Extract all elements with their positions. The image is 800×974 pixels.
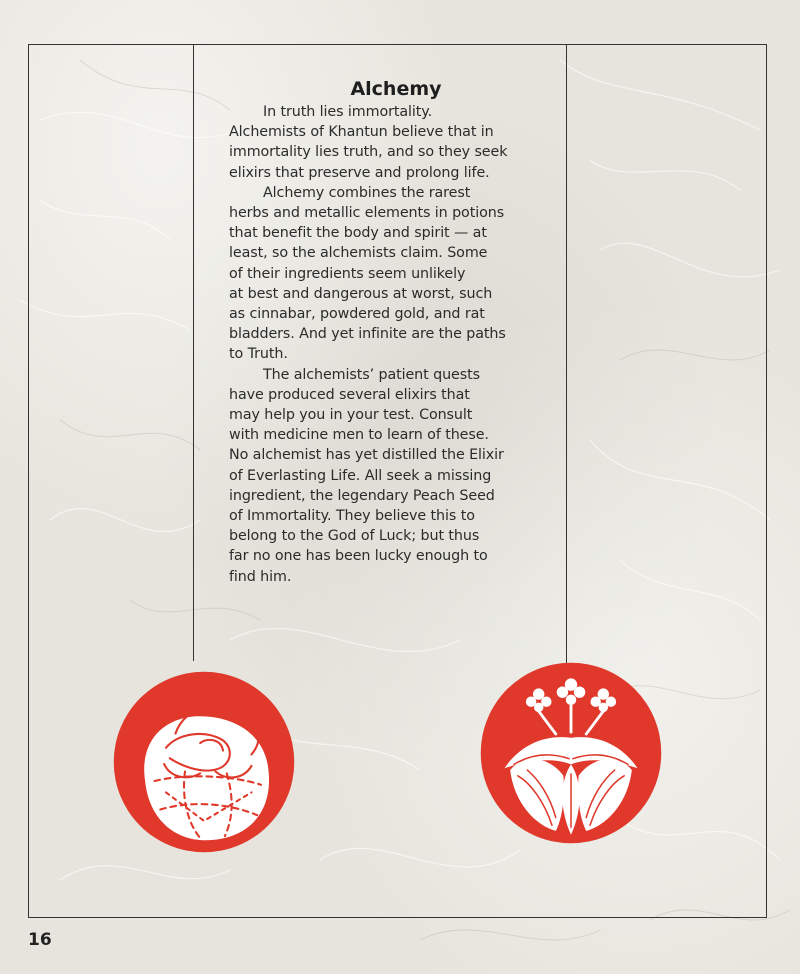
paragraph-2 (229, 183, 529, 365)
text-line: of Immortality. They believe this to (229, 508, 475, 525)
left-hanging-cord (193, 44, 194, 661)
text-line: with medicine men to learn of these. (229, 427, 489, 444)
text-line: The alchemists’ patient quests (263, 366, 480, 383)
text-line: that benefit the body and spirit — at (229, 225, 487, 242)
text-line: may help you in your test. Consult (229, 407, 473, 424)
text-line: least, so the alchemists claim. Some (229, 245, 488, 262)
text-line: Alchemists of Khantun believe that in (229, 124, 494, 141)
article-title: Alchemy (350, 78, 442, 100)
text-line: find him. (229, 568, 292, 585)
right-hanging-cord (566, 44, 567, 687)
text-line: to Truth. (229, 346, 288, 363)
text-line: of Everlasting Life. All seek a missing (229, 467, 492, 484)
page-number: 16 (28, 930, 52, 950)
text-line: of their ingredients seem unlikely (229, 265, 466, 282)
text-line: ingredient, the legendary Peach Seed (229, 487, 495, 504)
text-line: have produced several elixirs that (229, 386, 470, 403)
text-line: bladders. And yet infinite are the paths (229, 326, 506, 343)
text-line: at best and dangerous at worst, such (229, 285, 493, 302)
sage-figure-crest-icon (109, 667, 299, 857)
text-line: belong to the God of Luck; but thus (229, 528, 480, 545)
article-column (229, 78, 529, 587)
text-line: as cinnabar, powdered gold, and rat (229, 306, 485, 323)
text-line: elixirs that preserve and prolong life. (229, 164, 490, 181)
paragraph-1 (229, 102, 529, 183)
text-line: immortality lies truth, and so they seek (229, 144, 508, 161)
text-line: herbs and metallic elements in potions (229, 205, 505, 222)
paragraph-3 (229, 365, 529, 587)
flower-leaf-crest-icon (476, 658, 666, 848)
text-line: Alchemy combines the rarest (263, 184, 471, 201)
text-line: far no one has been lucky enough to (229, 548, 488, 565)
text-line: In truth lies immortality. (263, 104, 433, 120)
text-line: No alchemist has yet distilled the Elixir (229, 447, 504, 464)
